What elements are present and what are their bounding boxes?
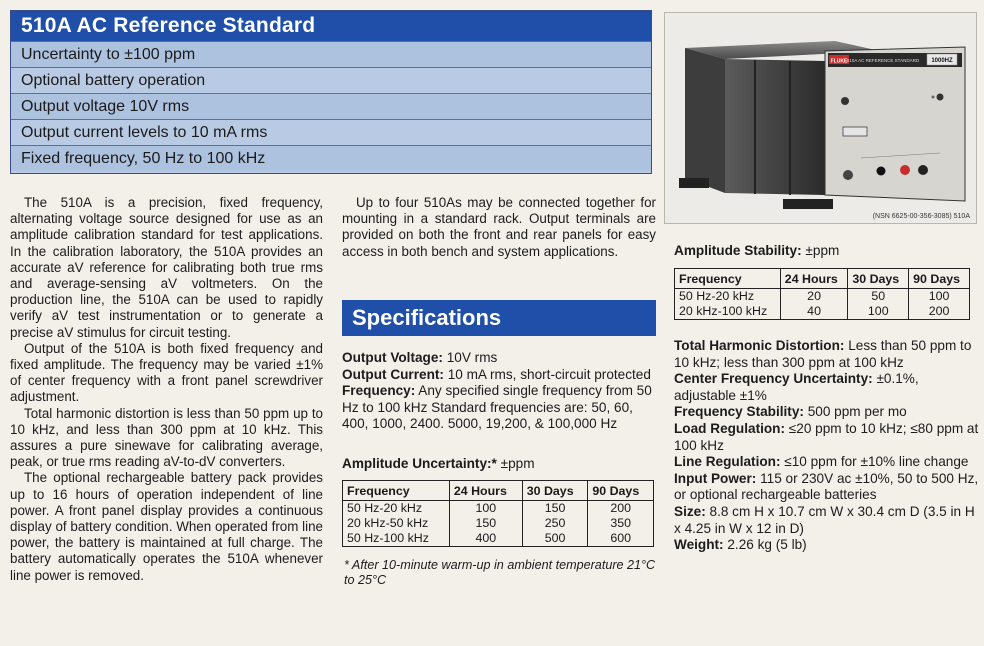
spec-value: 500 ppm per mo [803,404,907,420]
table-cell: 40 [780,304,848,320]
table-cell: 200 [588,501,654,517]
feature-item: Optional battery operation [11,67,651,93]
table-cell: 100 [909,289,970,305]
column-header: 30 Days [848,269,909,289]
feature-item: Fixed frequency, 50 Hz to 100 kHz [11,145,651,171]
spec-value: 8.8 cm H x 10.7 cm W x 30.4 cm D (3.5 in H x 4.25 in W x 12 in D) [674,503,975,536]
product-photo [664,12,977,224]
feature-item: Uncertainty to ±100 ppm [11,41,651,67]
table-cell: 500 [522,531,588,547]
column-header: 30 Days [522,481,588,501]
specifications-header: Specifications [342,300,656,336]
spec-label: Total Harmonic Distortion: [674,338,845,353]
spec-thd [674,338,979,371]
column-header: 90 Days [588,481,654,501]
paragraph: Total harmonic distortion is less than 50 ppm up to 10 kHz, and less than 300 ppm at 10 kHz. This assures a pure sinewave for calibrating average, peak, or true rms reading aV-to-dV converters. [10,405,323,470]
specs-right [674,338,979,554]
spec-value: 10 mA rms, short-circuit protected [443,366,651,382]
table-cell: 50 Hz-20 kHz [343,501,450,517]
amplitude-stability-table [674,268,970,320]
feature-item: Output current levels to 10 mA rms [11,119,651,145]
instrument-illustration [665,13,976,223]
spec-frequency [342,383,658,433]
spec-weight [674,537,979,554]
table-cell: 400 [449,531,522,547]
amplitude-uncertainty-table [342,480,654,547]
spec-unit: ±ppm [801,243,840,258]
body-column-left [10,195,323,584]
spec-label: Weight: [674,537,724,553]
table-row [343,501,654,517]
spec-value: 2.26 kg (5 lb) [723,537,807,553]
spec-value: 115 or 230V ac ±10%, 50 to 500 Hz, or optional rechargeable batteries [674,470,979,503]
specs-middle [342,350,658,433]
column-header: 24 Hours [449,481,522,501]
spec-line-regulation [674,454,979,471]
body-column-middle [342,195,656,260]
table-row [675,304,970,320]
spec-label: Amplitude Uncertainty:* [342,456,497,471]
spec-frequency-stability [674,404,979,421]
spec-label: Output Current: [342,366,444,382]
spec-value: 10V rms [442,350,498,365]
feature-box [10,10,652,174]
spec-value: Less than 50 ppm to 10 kHz; less than 300 ppm at 100 kHz [674,338,972,370]
table-cell: 100 [449,501,522,517]
table-cell: 150 [522,501,588,517]
spec-label: Output Voltage: [342,350,443,365]
paragraph: Up to four 510As may be connected together for mounting in a standard rack. Output terminals are provided on both the front and rear panels for easy access in both bench and system applications. [342,195,656,259]
table-cell: 200 [909,304,970,320]
spec-value: ≤20 ppm to 10 kHz; ≤80 ppm at 100 kHz [674,420,979,453]
table-cell: 150 [449,516,522,531]
column-header: Frequency [343,481,450,501]
spec-label: Frequency Stability: [674,404,804,420]
feature-list [11,41,651,171]
table-cell: 250 [522,516,588,531]
spec-input-power [674,471,979,504]
paragraph: Output of the 510A is both fixed frequency and fixed amplitude. The frequency may be varied ±1% of center frequency with a front panel screwdriver adjustment. [10,340,323,405]
table-cell: 50 [848,289,909,305]
paragraph: The 510A is a precision, fixed frequency, alternating voltage source designed for use as an amplitude calibration standard for test applications. In the calibration laboratory, the 510A provides an accurate aV reference for calibrating both true rms and average-sensing aV voltmeters. On the production line, the 510A can be used to rapidly verify aV test instrumentation or to generate a precise aV stimulus for circuit testing. [10,195,323,340]
spec-center-frequency-uncertainty [674,371,979,404]
table-cell: 20 [780,289,848,305]
table-cell: 350 [588,516,654,531]
spec-label: Line Regulation: [674,454,781,470]
column-header: 24 Hours [780,269,848,289]
feature-item: Output voltage 10V rms [11,93,651,119]
column-header: Frequency [675,269,781,289]
spec-label: Amplitude Stability: [674,243,802,258]
panel-brand: FLUKE [830,58,848,65]
table-cell: 100 [848,304,909,320]
spec-size [674,504,979,537]
footnote: * After 10-minute warm-up in ambient temperature 21°C to 25°C [344,558,656,587]
spec-label: Size: [674,503,706,519]
spec-value: ≤10 ppm for ±10% line change [780,454,969,470]
spec-value: Any specified single frequency from 50 Hz to 100 kHz Standard frequencies are: 50, 60, 400, 1000, 2400. 5000, 19,200, & 100,000 Hz [342,383,652,432]
table-cell: 50 Hz-20 kHz [675,289,781,305]
table-row [675,289,970,305]
table-cell: 20 kHz-100 kHz [675,304,781,320]
table-header-row [343,481,654,501]
spec-output-voltage [342,350,658,367]
spec-load-regulation [674,421,979,454]
amplitude-stability-heading [674,243,839,258]
table-cell: 50 Hz-100 kHz [343,531,450,547]
table-cell: 600 [588,531,654,547]
table-row [343,531,654,547]
product-title: 510A AC Reference Standard [11,11,651,41]
amplitude-uncertainty-heading [342,456,535,471]
spec-label: Input Power: [674,470,757,486]
panel-label: 510A AC REFERENCE STANDARD [846,58,920,63]
spec-label: Frequency: [342,383,416,399]
spec-output-current [342,367,658,384]
spec-label: Load Regulation: [674,420,786,436]
spec-value: ±0.1%, adjustable ±1% [674,371,919,403]
table-cell: 20 kHz-50 kHz [343,516,450,531]
column-header: 90 Days [909,269,970,289]
table-row [343,516,654,531]
paragraph: The optional rechargeable battery pack provides up to 16 hours of operation independent of line power. A front panel display provides a continuous display of battery condition. When operated from line power, the battery is maintained at full charge. The battery automatically operates the 510A whenever line power is removed. [10,470,323,583]
photo-caption: (NSN 6625-00-356-3085) 510A [872,213,970,220]
frequency-badge: 1000HZ [931,58,953,64]
spec-label: Center Frequency Uncertainty: [674,371,873,387]
table-header-row [675,269,970,289]
spec-unit: ±ppm [496,456,535,471]
